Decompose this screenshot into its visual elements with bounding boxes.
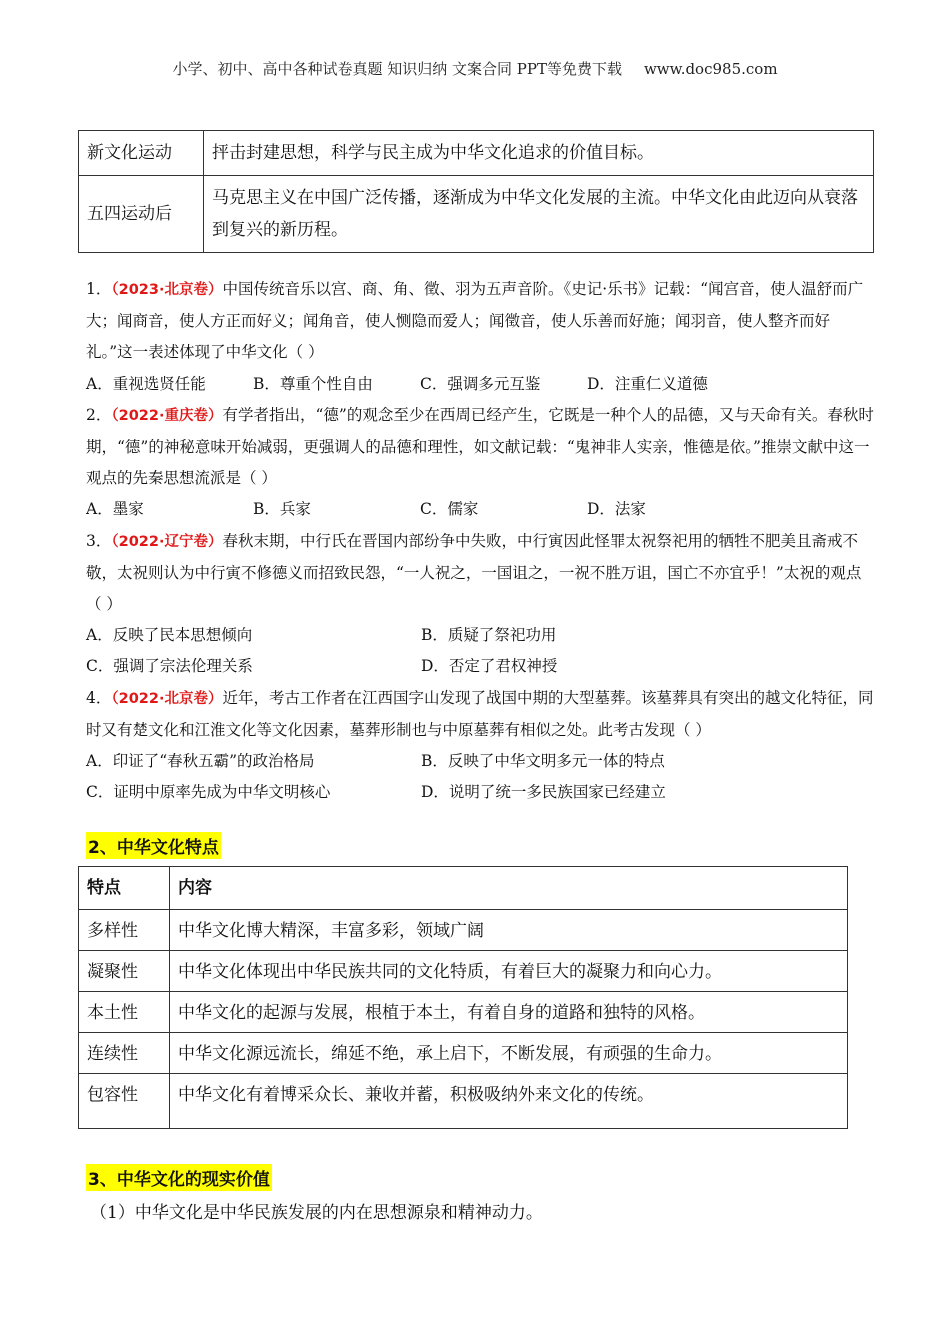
option-b[interactable]: B．兵家 — [253, 500, 311, 519]
culture-features-table — [78, 866, 848, 1129]
table-row — [79, 1033, 848, 1074]
option-c[interactable]: C．儒家 — [420, 500, 479, 519]
table-row — [79, 131, 874, 176]
option-c[interactable]: C．强调了宗法伦理关系 — [86, 657, 253, 676]
content-cell: 中华文化博大精深，丰富多彩，领域广阔 — [170, 910, 848, 951]
option-a[interactable]: A．印证了“春秋五霸”的政治格局 — [86, 752, 315, 771]
question-4-options-row2 — [86, 777, 876, 808]
header-text: 小学、初中、高中各种试卷真题 知识归纳 文案合同 PPT等免费下载 — [172, 60, 622, 78]
question-number: 3． — [86, 531, 112, 550]
question-3 — [86, 526, 876, 621]
table-header-row — [79, 867, 848, 910]
table-row — [79, 992, 848, 1033]
culture-history-table — [78, 130, 874, 253]
feature-cell: 本土性 — [79, 992, 170, 1033]
question-number: 1． — [86, 280, 112, 298]
option-d[interactable]: D．否定了君权神授 — [421, 657, 558, 676]
content-cell: 中华文化体现出中华民族共同的文化特质，有着巨大的凝聚力和向心力。 — [170, 951, 848, 992]
table-row — [79, 951, 848, 992]
col-header-content: 内容 — [170, 867, 848, 910]
question-4 — [86, 683, 876, 746]
question-number: 2． — [86, 405, 112, 424]
option-b[interactable]: B．尊重个性自由 — [253, 374, 373, 393]
table-row — [79, 1074, 848, 1129]
header-url[interactable]: www.doc985.com — [643, 60, 778, 78]
feature-cell: 凝聚性 — [79, 951, 170, 992]
option-b[interactable]: B．反映了中华文明多元一体的特点 — [421, 752, 665, 771]
col-header-feature: 特点 — [79, 867, 170, 910]
question-4-options-row1 — [86, 746, 876, 777]
option-a[interactable]: A．重视选贤任能 — [86, 374, 206, 393]
question-source: （2022·辽宁卷） — [111, 533, 223, 550]
option-d[interactable]: D．说明了统一多民族国家已经建立 — [421, 783, 666, 802]
content-cell: 抨击封建思想，科学与民主成为中华文化追求的价值目标。 — [204, 131, 874, 176]
question-1-options — [86, 369, 876, 400]
question-text: 春秋末期，中行氏在晋国内部纷争中失败，中行寅因此怪罪太祝祭祀用的牺牲不肥美且斋戒不敬，太祝则认为中行寅不修德义而招致民怨，“一人祝之，一国诅之，一祝不胜万诅，国亡不亦宜乎！”太祝的观点（ ） — [86, 531, 862, 614]
section-3-heading: 3、中华文化的现实价值 — [86, 1164, 272, 1191]
period-cell: 五四运动后 — [79, 176, 204, 253]
question-2-options — [86, 494, 876, 525]
question-3-options-row1 — [86, 620, 876, 651]
question-3-options-row2 — [86, 651, 876, 682]
feature-cell: 连续性 — [79, 1033, 170, 1074]
feature-cell: 包容性 — [79, 1074, 170, 1129]
section-3-paragraph: （1）中华文化是中华民族发展的内在思想源泉和精神动力。 — [90, 1203, 543, 1223]
option-c[interactable]: C．证明中原率先成为中华文明核心 — [86, 783, 331, 802]
question-source: （2022·北京卷） — [111, 690, 223, 707]
question-text: 中国传统音乐以宫、商、角、徵、羽为五声音阶。《史记·乐书》记载：“闻宫音，使人温舒而广大；闻商音，使人方正而好义；闻角音，使人恻隐而爱人；闻徵音，使人乐善而好施；闻羽音，使人整齐而好礼。”这一表述体现了中华文化（ ） — [86, 280, 864, 362]
question-2 — [86, 400, 876, 495]
option-b[interactable]: B．质疑了祭祀功用 — [421, 626, 557, 645]
table-row — [79, 176, 874, 253]
question-source: （2023·北京卷） — [111, 282, 223, 298]
table-row — [79, 910, 848, 951]
option-c[interactable]: C．强调多元互鉴 — [420, 374, 541, 393]
option-d[interactable]: D．注重仁义道德 — [587, 374, 708, 393]
option-d[interactable]: D．法家 — [587, 500, 646, 519]
content-cell: 中华文化有着博采众长、兼收并蓄，积极吸纳外来文化的传统。 — [170, 1074, 848, 1129]
option-a[interactable]: A．墨家 — [86, 500, 144, 519]
section-2-heading: 2、中华文化特点 — [86, 832, 221, 859]
page-header — [0, 58, 950, 79]
question-source: （2022·重庆卷） — [111, 407, 223, 424]
content-cell: 中华文化源远流长，绵延不绝，承上启下，不断发展，有顽强的生命力。 — [170, 1033, 848, 1074]
content-cell: 中华文化的起源与发展，根植于本土，有着自身的道路和独特的风格。 — [170, 992, 848, 1033]
question-text: 有学者指出，“德”的观念至少在西周已经产生，它既是一种个人的品德，又与天命有关。春秋时期，“德”的神秘意味开始减弱，更强调人的品德和理性，如文献记载：“鬼神非人实亲，惟德是依。”推崇文献中这一观点的先秦思想流派是（ ） — [86, 405, 874, 488]
question-list — [86, 274, 876, 808]
question-text: 近年，考古工作者在江西国字山发现了战国中期的大型墓葬。该墓葬具有突出的越文化特征，同时又有楚文化和江淮文化等文化因素，墓葬形制也与中原墓葬有相似之处。此考古发现（ ） — [86, 688, 874, 739]
content-cell: 马克思主义在中国广泛传播，逐渐成为中华文化发展的主流。中华文化由此迈向从衰落到复兴的新历程。 — [204, 176, 874, 253]
question-number: 4． — [86, 688, 112, 707]
period-cell: 新文化运动 — [79, 131, 204, 176]
option-a[interactable]: A．反映了民本思想倾向 — [86, 626, 253, 645]
feature-cell: 多样性 — [79, 910, 170, 951]
question-1 — [86, 274, 876, 369]
